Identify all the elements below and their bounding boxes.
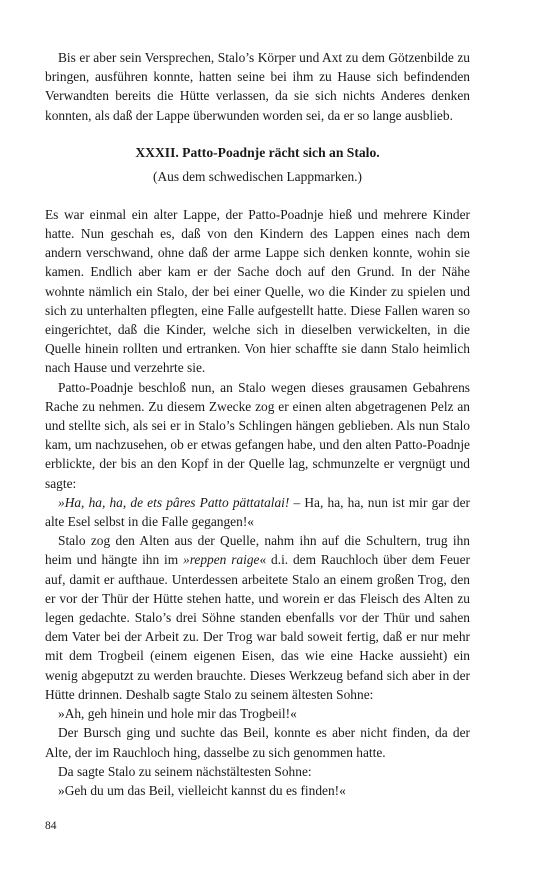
paragraph-7: Da sagte Stalo zu seinem nächstältesten Sohne: [58,763,312,779]
paragraph-8: »Geh du um das Beil, vielleicht kannst du es finden!« [58,782,346,798]
paragraph-3-rest: – Ha, ha, ha, nun ist mir gar der alte Esel selbst in die Falle gegangen!« [45,494,470,530]
page-number: 84 [45,820,57,832]
paragraph-5: »Ah, geh hinein und hole mir das Trogbeil!« [58,706,297,722]
paragraph-1: Es war einmal ein alter Lappe, der Patto-Poadnje hieß und mehrere Kinder hatte. Nun geschah es, daß von den Kindern des Lappen eines nach dem andern verschwand, ohne daß der arme Lappe sich denken konnte, wohin sie kamen. Endlich aber kam er der Sache doch auf den Grund. In der Nähe wohnte nämlich ein Stalo, der bei einer Quelle, wo die Kinder zu spielen und sich zu unterhalten pflegten, eine Falle aufgestellt hatte. Diese Fallen waren so eingerichtet, daß die Kinder, welche sich in dieselben verwickelten, in die Quelle hinein rollten und ertranken. Von hier schaffte sie dann Stalo heimlich nach Hause und verzehrte sie. [45,206,470,376]
chapter-subtitle: (Aus dem schwedischen Lappmarken.) [153,168,362,184]
intro-paragraph: Bis er aber sein Versprechen, Stalo’s Körper und Axt zu dem Götzenbilde zu bringen, ausführen konnte, hatten seine bei ihm zu Hause sich befindenden Verwandten bereits die Hütte verlassen, da sie sich nichts Anderes denken konnten, als daß der Lappe überwunden worden sei, da er so lange ausblieb. [45,50,470,123]
paragraph-4 [45,531,470,704]
reppen-raige-term: »reppen raige [183,552,260,568]
lappish-quote: »Ha, ha, ha, de ets pâres Patto pättatalai! [58,494,290,510]
chapter-title: XXXII. Patto-Poadnje rächt sich an Stalo. [135,144,380,160]
paragraph-4-start: Stalo zog den Alten aus der Quelle, nahm ihn auf die Schultern, trug ihn heim und hängte ihn im [45,533,470,568]
paragraph-3 [45,493,470,531]
paragraph-4-end: « d.i. dem Rauchloch über dem Feuer auf, damit er aufthaue. Unterdessen arbeitete Stalo an einem großen Trog, den er vor der Thür der Hütte stehen hatte, und worein er das Fleisch des Alten zu legen gedachte. Stalo’s drei Söhne standen ebenfalls vor der Thür und sahen dem Vater bei der Arbeit zu. Der Trog war bald soweit fertig, daß er nur mehr mit dem Trogbeil (einem eigenen Eisen, das wie eine Hacke aussieht) ein wenig abgeputzt zu werden brauchte. Dieses Werkzeug befand sich aber in der Hütte drinnen. Deshalb sagte Stalo zu seinem ältesten Sohne: [45,552,470,702]
page-body [45,48,470,800]
paragraph-2: Patto-Poadnje beschloß nun, an Stalo wegen dieses grausamen Gebahrens Rache zu nehmen. Zu diesem Zwecke zog er einen alten abgetragenen Pelz an und stellte sich, als sei er in Stalo’s Schlingen hängen geblieben. Als nun Stalo kam, um nachzusehen, ob er etwas gefangen habe, und den alten Patto-Poadnje erblickte, der bis an den Kopf in der Quelle lag, schmunzelte er vergnügt und sagte: [45,379,470,491]
paragraph-6: Der Bursch ging und suchte das Beil, konnte es aber nicht finden, da der Alte, der im Rauchloch hing, dasselbe zu sich genommen hatte. [45,725,470,760]
